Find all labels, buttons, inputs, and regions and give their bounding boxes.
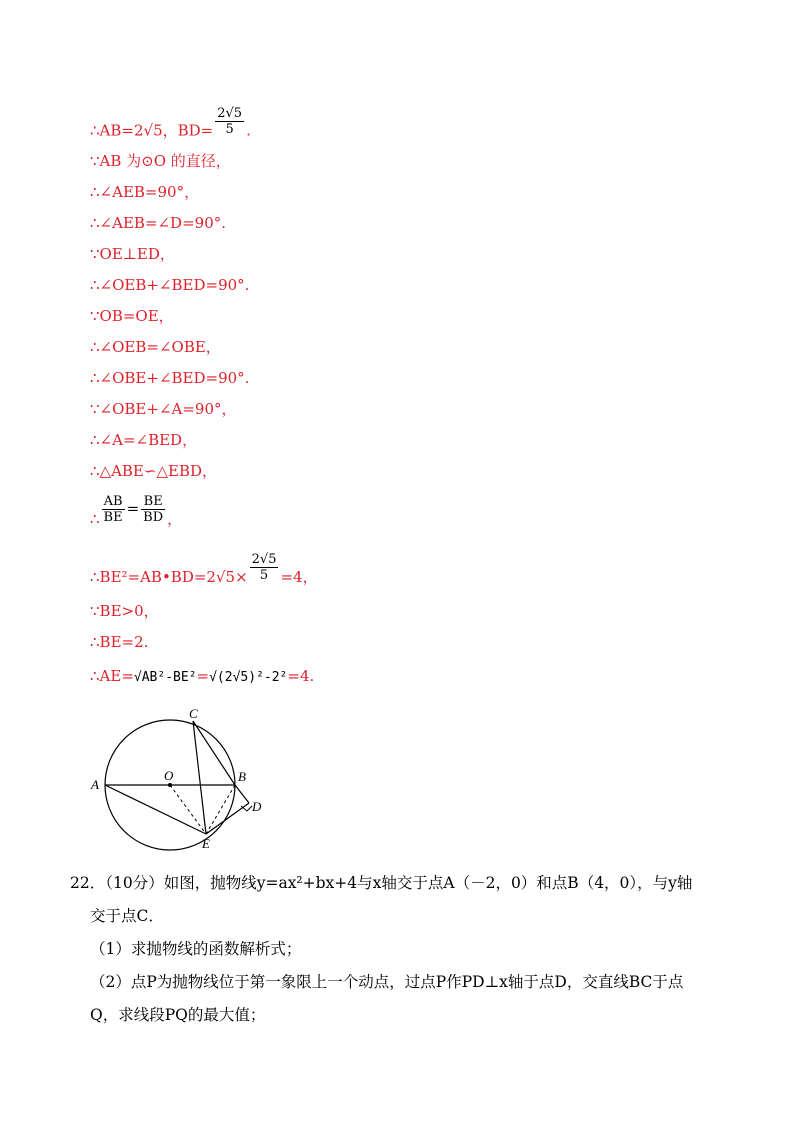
solution-line-12: ∴△ABE∽△EBD，: [90, 462, 217, 480]
segment-oe-dashed: [170, 785, 206, 834]
solution-line-3: ∴∠AEB=90°，: [90, 183, 200, 201]
equals-sign: =: [126, 499, 140, 518]
label-c: C: [189, 706, 198, 721]
label-o: O: [164, 768, 174, 783]
fraction-denominator: 5: [259, 568, 269, 583]
fraction-numerator: AB: [102, 494, 125, 510]
fraction-numerator: 2√5: [251, 552, 277, 567]
right-angle-marker: [241, 806, 252, 811]
question-22-part-2-line-1: （2）点P为抛物线位于第一象限上一个动点，过点P作PD⊥x轴于点D，交直线BC于点: [90, 973, 684, 991]
solution-line-15: ∵BE>0，: [90, 602, 159, 620]
fraction-denominator: 5: [225, 122, 234, 137]
solution-line-2: ∵AB 为⊙O 的直径，: [90, 152, 231, 170]
solution-line-1-text: ∴AB=2√5，BD=: [90, 121, 214, 140]
solution-line-13-end: ，: [167, 509, 183, 528]
question-22-line-2: 交于点C．: [90, 907, 164, 925]
solution-line-1-end: .: [246, 121, 251, 140]
question-number: 22．: [70, 874, 106, 892]
label-e: E: [202, 836, 210, 851]
center-point-o: [168, 783, 172, 787]
solution-line-16: ∴BE=2.: [90, 633, 149, 651]
fraction-numerator: BE: [141, 494, 165, 510]
solution-line-14-end: =4，: [280, 567, 318, 586]
label-d: D: [252, 799, 262, 814]
radical-2root5-2: √(2√5)²-2²: [209, 670, 288, 685]
question-22-part-1: （1）求抛物线的函数解析式；: [90, 940, 302, 958]
solution-line-8: ∴∠OEB=∠OBE，: [90, 338, 221, 356]
fraction-denominator: BE: [103, 510, 123, 525]
solution-line-17-end: =4.: [287, 667, 315, 685]
solution-line-5: ∵OE⊥ED，: [90, 245, 175, 263]
radical-ab-be: √AB²-BE²: [133, 670, 197, 685]
solution-line-9: ∴∠OBE+∠BED=90°.: [90, 369, 250, 387]
equals-sign: =: [196, 667, 210, 685]
solution-line-11: ∴∠A=∠BED，: [90, 431, 198, 449]
solution-line-6: ∴∠OEB+∠BED=90°.: [90, 276, 250, 294]
fraction-numerator: 2√5: [217, 106, 243, 121]
therefore-symbol: ∴: [90, 509, 100, 528]
question-text: （10分）如图，抛物线y=ax²+bx+4与x轴交于点A（－2，0）和点B（4，0），与y轴: [105, 874, 693, 892]
solution-line-14-text: ∴BE²=AB•BD=2√5×: [90, 567, 248, 586]
solution-line-10: ∵∠OBE+∠A=90°，: [90, 400, 237, 418]
fraction-denominator: BD: [143, 510, 164, 525]
solution-line-7: ∵OB=OE，: [90, 307, 174, 325]
label-a: A: [91, 777, 99, 792]
question-22-part-2-line-2: Q，求线段PQ的最大值；: [90, 1006, 266, 1024]
label-b: B: [238, 769, 246, 784]
solution-line-17-text: ∴AE=: [90, 667, 134, 685]
solution-line-4: ∴∠AEB=∠D=90°.: [90, 214, 227, 232]
segment-bd: [235, 785, 249, 803]
question-22-line-1: [70, 872, 692, 894]
